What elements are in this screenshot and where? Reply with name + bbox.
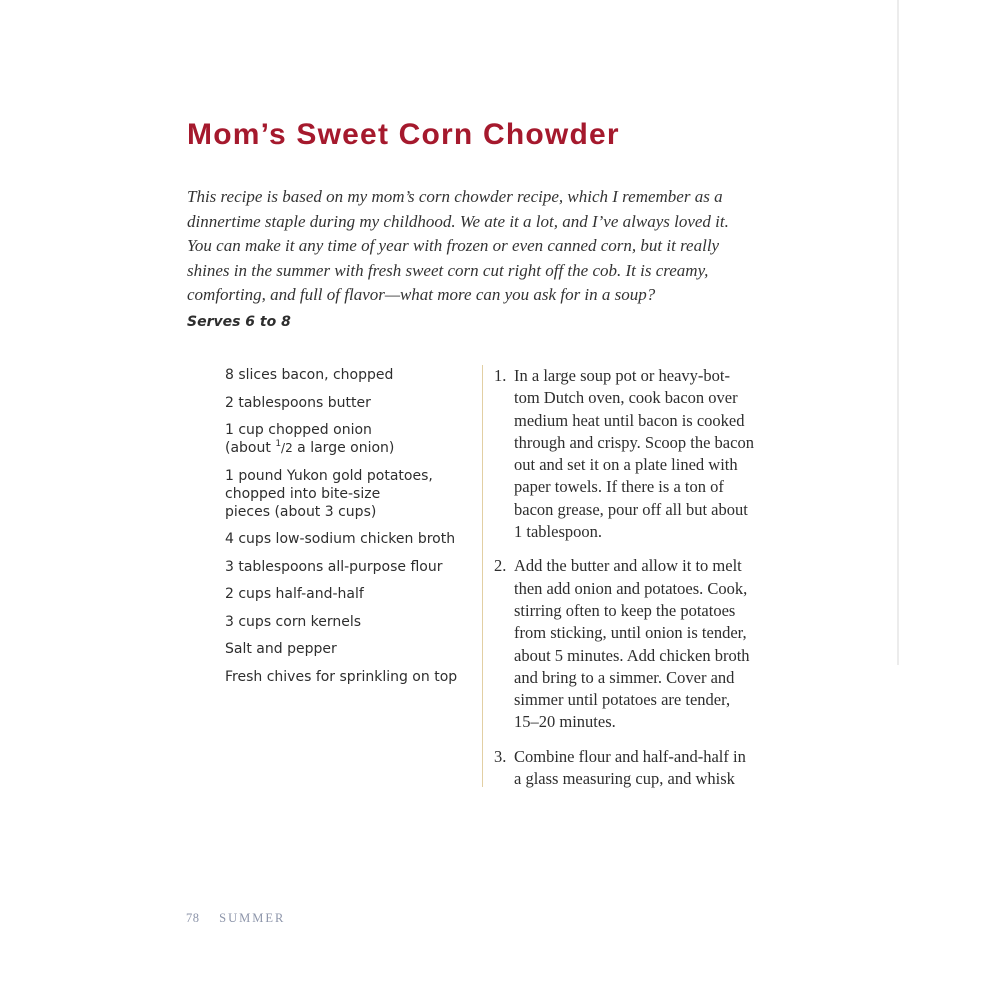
ingredient-text: 3 tablespoons all-purpose flour — [225, 558, 443, 575]
step-line: medium heat until bacon is cooked — [514, 410, 745, 430]
ingredient-text: Salt and pepper — [225, 641, 337, 657]
step-line: stirring often to keep the potatoes — [514, 600, 736, 620]
ingredient-text-part: a large onion) — [292, 440, 395, 456]
ingredient-item — [225, 530, 465, 548]
step-line: 15–20 minutes. — [514, 712, 616, 732]
step-number: 2. — [494, 556, 507, 576]
ingredient-text: 2 tablespoons butter — [225, 394, 371, 411]
ingredient-text: Fresh chives for sprinkling on top — [225, 668, 458, 685]
fraction-numerator: 1 — [275, 439, 282, 449]
ingredient-item — [225, 613, 465, 631]
page-footer — [186, 911, 285, 926]
intro-line: This recipe is based on my mom’s corn chowder recipe, which I remember as a — [187, 187, 723, 206]
step-line: tom Dutch oven, cook bacon over — [514, 388, 738, 408]
ingredient-text: pieces (about 3 cups) — [225, 503, 377, 520]
step-line: bacon grease, pour off all but about — [514, 499, 748, 519]
intro-line: comforting, and full of flavor—what more can you ask for in a soup? — [187, 285, 656, 304]
serving-size: Serves 6 to 8 — [187, 314, 291, 330]
ingredient-item — [225, 467, 465, 521]
instruction-step — [494, 365, 814, 543]
ingredient-text-part: (about — [225, 440, 276, 456]
step-line: simmer until potatoes are tender, — [514, 690, 731, 710]
ingredient-item — [225, 668, 465, 686]
page-edge-divider — [897, 0, 899, 665]
ingredient-text: 1 cup chopped onion — [225, 422, 372, 438]
ingredient-text: 8 slices bacon, chopped — [225, 367, 394, 383]
recipe-intro — [187, 185, 797, 308]
step-line: and bring to a simmer. Cover and — [514, 667, 735, 687]
step-line: through and crispy. Scoop the bacon — [514, 432, 754, 452]
ingredient-text: 4 cups low-sodium chicken broth — [225, 531, 456, 547]
ingredient-item — [225, 640, 465, 658]
step-number: 1. — [494, 366, 507, 385]
step-number: 3. — [494, 746, 507, 766]
ingredient-item — [225, 366, 465, 384]
step-line: about 5 minutes. Add chicken broth — [514, 645, 750, 665]
ingredient-text: 2 cups half-and-half — [225, 586, 364, 602]
step-line: Combine flour and half-and-half in — [514, 746, 746, 766]
page-number: 78 — [186, 911, 200, 925]
ingredient-item — [225, 558, 465, 576]
ingredient-item — [225, 585, 465, 603]
step-line: out and set it on a plate lined with — [514, 455, 738, 475]
instruction-step — [494, 555, 814, 733]
ingredient-text: 3 cups corn kernels — [225, 613, 362, 630]
step-line: paper towels. If there is a ton of — [514, 477, 724, 497]
ingredient-text — [225, 439, 465, 457]
fraction-denominator: /2 — [281, 441, 293, 455]
step-line: a glass measuring cup, and whisk — [514, 769, 735, 789]
step-line: Add the butter and allow it to melt — [514, 556, 742, 576]
ingredient-item — [225, 394, 465, 412]
ingredient-text: chopped into bite-size — [225, 485, 381, 502]
column-divider — [482, 365, 483, 787]
intro-line: You can make it any time of year with frozen or even canned corn, but it really — [187, 236, 720, 255]
fraction-one-half — [275, 440, 292, 456]
instructions-list — [494, 365, 814, 802]
instruction-step — [494, 746, 814, 791]
section-name: SUMMER — [219, 911, 286, 925]
ingredient-item — [225, 421, 465, 457]
intro-line: dinnertime staple during my childhood. We ate it a lot, and I’ve always loved it. — [187, 211, 729, 231]
step-line: 1 tablespoon. — [514, 522, 602, 542]
ingredients-list — [225, 366, 465, 695]
step-line: In a large soup pot or heavy-bot- — [514, 366, 730, 385]
step-line: then add onion and potatoes. Cook, — [514, 578, 748, 598]
step-line: from sticking, until onion is tender, — [514, 623, 747, 643]
recipe-title: Mom’s Sweet Corn Chowder — [187, 118, 620, 151]
ingredient-text: 1 pound Yukon gold potatoes, — [225, 467, 433, 484]
intro-line: shines in the summer with fresh sweet corn cut right off the cob. It is creamy, — [187, 260, 709, 280]
